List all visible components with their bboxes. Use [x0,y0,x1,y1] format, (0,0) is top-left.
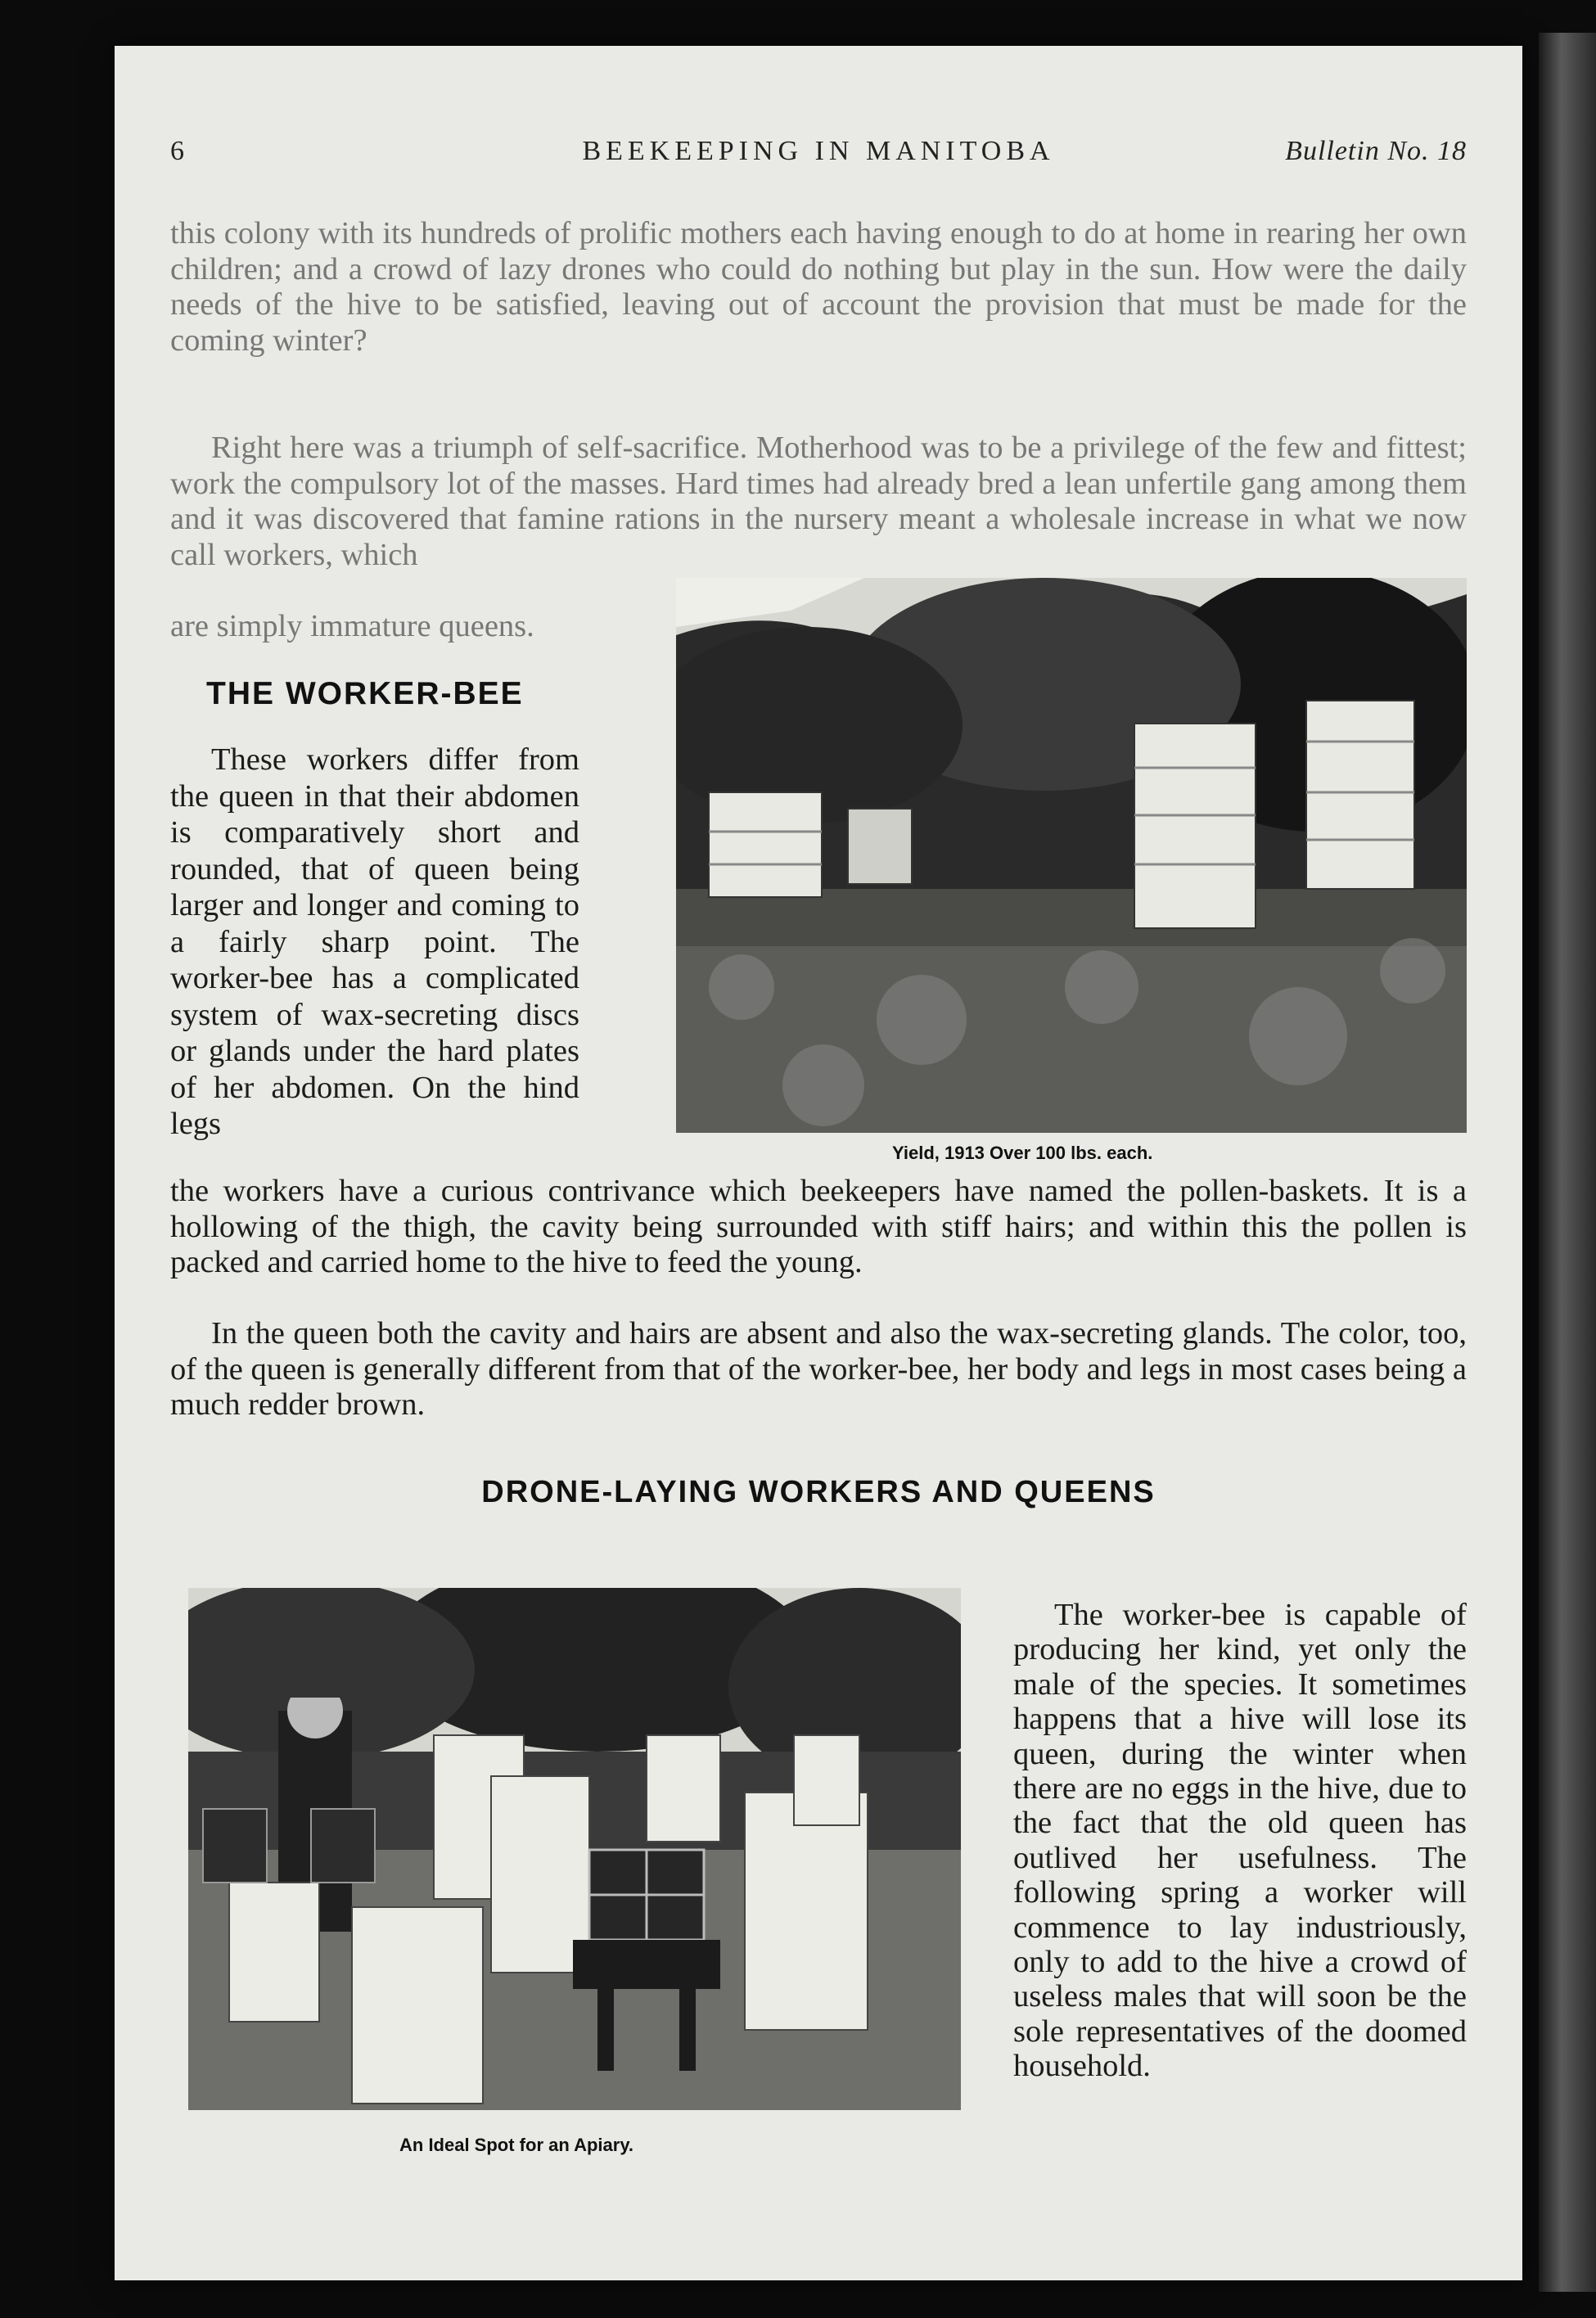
page-number: 6 [170,136,187,166]
worker-bee-paragraph-2: In the queen both the cavity and hairs are absent and also the wax-secreting glands. The color, too, of the queen is generally different from that of the worker-bee, her body and legs in most cases being a much redder brown. [170,1316,1467,1422]
drone-laying-paragraph: The worker-bee is capable of producing her kind, yet only the male of the species. It sometimes happens that a hive will lose its queen, during the winter when there are no eggs in the hive, due to the fact that the old queen has outlived her usefulness. The following spring a worker will commence to lay industriously, only to add to the hive a crowd of useless males that will soon be the sole representatives of the doomed household. [1013,1598,1467,2084]
bulletin-page [115,46,1522,2280]
running-title: BEEKEEPING IN MANITOBA [582,136,1055,166]
photo-apiary [188,1588,961,2110]
worker-bee-paragraph-1-continued: the workers have a curious contrivance which beekeepers have named the pollen-baskets. It is a hollowing of the thigh, the cavity being surrounded with stiff hairs; and within this the pollen is packed and carried home to the hive to feed the young. [170,1174,1467,1279]
worker-bee-heading: THE WORKER-BEE [206,676,524,711]
drone-laying-heading: DRONE-LAYING WORKERS AND QUEENS [481,1475,1156,1509]
photo-hives-in-brush-image [676,578,1467,1133]
photo-apiary-image [188,1588,961,2110]
photo-apiary-caption: An Ideal Spot for an Apiary. [399,2135,634,2155]
intro-paragraph-2-continued: are simply immature queens. [170,609,534,643]
photo-hives-in-brush [676,578,1467,1133]
adjacent-page-edge [1539,33,1596,2292]
intro-paragraph-1: this colony with its hundreds of prolific mothers each having enough to do at home in rearing her own children; and a crowd of lazy drones who could do nothing but play in the sun. How were the daily needs of the hive to be satisfied, leaving out of account the provision that must be made for the coming winter? [170,216,1467,358]
intro-paragraph-2: Right here was a triumph of self-sacrifice. Motherhood was to be a privilege of the few and fittest; work the compulsory lot of the masses. Hard times had already bred a lean unfertile gang among them and it was discovered that famine rations in the nursery meant a wholesale increase in what we now call workers, which [170,431,1467,572]
photo-hives-in-brush-caption: Yield, 1913 Over 100 lbs. each. [892,1143,1153,1163]
worker-bee-paragraph-1: These workers differ from the queen in that their abdomen is comparatively short and rounded, that of queen being larger and longer and coming to a fairly sharp point. The worker-bee has a complicated system of wax-secreting discs or glands under the hard plates of her abdomen. On the hind legs [170,742,579,1141]
bulletin-number: Bulletin No. 18 [1285,136,1467,166]
running-header [170,136,1467,185]
